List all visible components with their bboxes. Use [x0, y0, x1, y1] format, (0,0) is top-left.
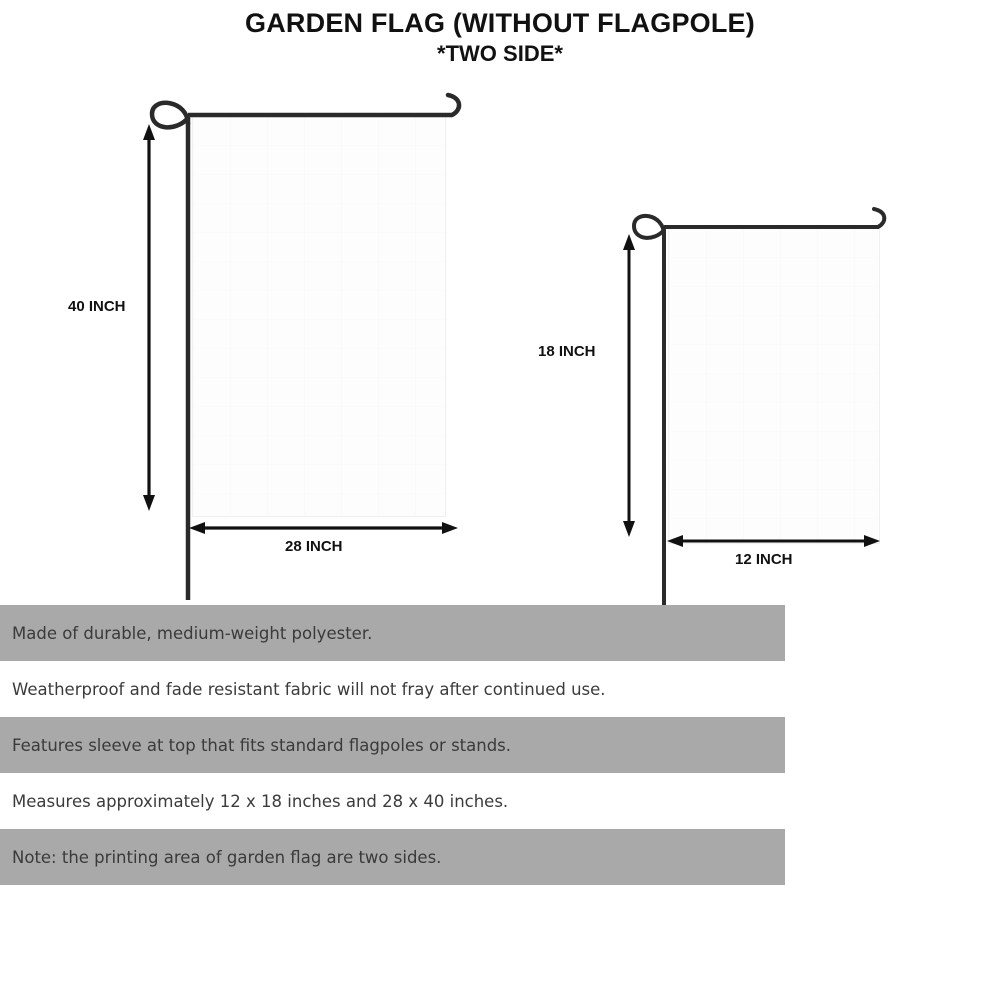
large-flag-width-label: 28 INCH	[285, 538, 343, 555]
title-line-2: *TWO SIDE*	[437, 41, 563, 67]
feature-text: Made of durable, medium-weight polyester.	[12, 623, 373, 643]
small-flag-height-label: 18 INCH	[538, 343, 596, 360]
small-flag-pole-loop	[634, 216, 664, 238]
feature-text: Note: the printing area of garden flag are two sides.	[12, 847, 442, 867]
small-flag-width-label: 12 INCH	[735, 551, 793, 568]
small-flag-arm-hook	[874, 209, 884, 227]
small-height-arrow-top	[623, 234, 635, 250]
large-width-arrow-right	[442, 522, 458, 534]
list-item	[0, 717, 785, 773]
large-flag-height-label: 40 INCH	[68, 298, 126, 315]
list-item	[0, 773, 785, 829]
small-height-arrow-bottom	[623, 521, 635, 537]
large-height-arrow-bottom	[143, 495, 155, 511]
feature-list	[0, 605, 785, 885]
list-item	[0, 605, 785, 661]
title-line-1: GARDEN FLAG (WITHOUT FLAGPOLE)	[245, 8, 755, 38]
large-flag-pole-loop	[152, 103, 188, 128]
large-width-arrow-left	[189, 522, 205, 534]
feature-text: Measures approximately 12 x 18 inches and 28 x 40 inches.	[12, 791, 509, 811]
list-item	[0, 829, 785, 885]
feature-text: Features sleeve at top that fits standard flagpoles or stands.	[12, 735, 512, 755]
large-height-arrow-top	[143, 124, 155, 140]
large-flag-arm-hook	[448, 95, 459, 115]
small-width-arrow-right	[864, 535, 880, 547]
list-item	[0, 661, 785, 717]
small-width-arrow-left	[667, 535, 683, 547]
feature-text: Weatherproof and fade resistant fabric will not fray after continued use.	[12, 679, 606, 699]
